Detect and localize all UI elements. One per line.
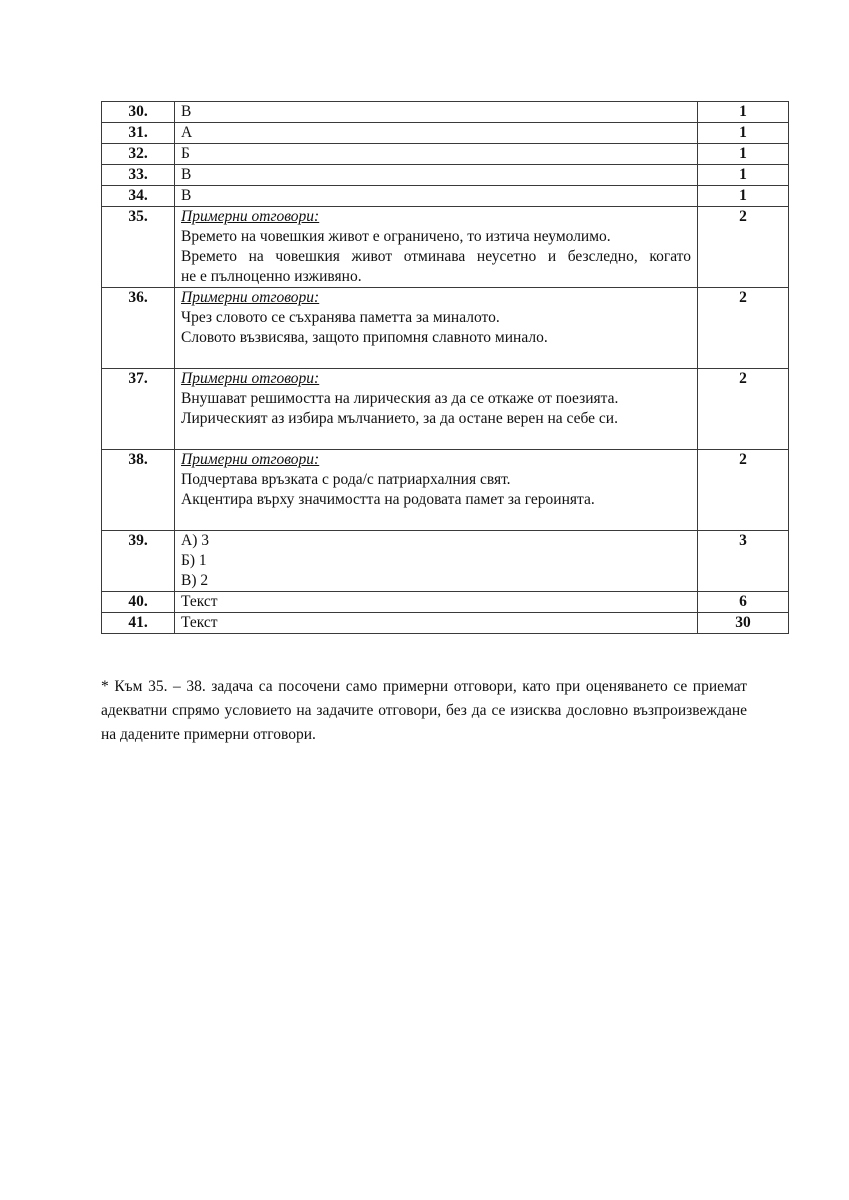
- answer-line: Чрез словото се съхранява паметта за миналото.: [181, 309, 500, 326]
- answer-line: Подчертава връзката с рода/с патриархалния свят.: [181, 471, 511, 488]
- table-row: [102, 369, 789, 450]
- answer-cell: В: [175, 165, 698, 186]
- points-cell: 2: [698, 288, 789, 369]
- question-number: 33.: [102, 165, 175, 186]
- points-cell: 2: [698, 207, 789, 288]
- answer-cell: Б: [175, 144, 698, 165]
- answer-cell: [175, 450, 698, 531]
- answer-line: В) 2: [181, 572, 209, 589]
- question-number: 37.: [102, 369, 175, 450]
- question-number: 39.: [102, 531, 175, 592]
- points-cell: 2: [698, 369, 789, 450]
- table-row: [102, 144, 789, 165]
- answer-cell: А: [175, 123, 698, 144]
- table-row: [102, 592, 789, 613]
- footnote: * Към 35. – 38. задача са посочени само примерни отговори, като при оценяването се приемат адекватни спрямо условието на задачите отговори, без да се изисква дословно възпроизвеждане на дадените примерни отговори.: [101, 677, 747, 743]
- points-cell: 6: [698, 592, 789, 613]
- question-number: 40.: [102, 592, 175, 613]
- question-number: 35.: [102, 207, 175, 288]
- sample-answers-label: Примерни отговори:: [181, 208, 320, 225]
- table-row: [102, 207, 789, 288]
- table-row: [102, 288, 789, 369]
- answer-cell: Текст: [175, 613, 698, 634]
- answer-line: Словото възвисява, защото припомня славното минало.: [181, 329, 548, 346]
- answer-line: А) 3: [181, 532, 209, 549]
- answer-cell: [175, 369, 698, 450]
- table-row: [102, 531, 789, 592]
- points-cell: 1: [698, 144, 789, 165]
- answer-cell: [175, 207, 698, 288]
- question-number: 36.: [102, 288, 175, 369]
- points-cell: 1: [698, 123, 789, 144]
- question-number: 41.: [102, 613, 175, 634]
- points-cell: 1: [698, 165, 789, 186]
- answer-line: не е пълноценно изживяно.: [181, 268, 362, 285]
- answer-cell: [175, 531, 698, 592]
- points-cell: 1: [698, 102, 789, 123]
- sample-answers-label: Примерни отговори:: [181, 370, 320, 387]
- sample-answers-label: Примерни отговори:: [181, 289, 320, 306]
- answer-cell: Текст: [175, 592, 698, 613]
- points-cell: 1: [698, 186, 789, 207]
- question-number: 32.: [102, 144, 175, 165]
- table-row: [102, 102, 789, 123]
- question-number: 30.: [102, 102, 175, 123]
- question-number: 34.: [102, 186, 175, 207]
- answer-line: Внушават решимостта на лирическия аз да се откаже от поезията.: [181, 390, 619, 407]
- table-row: [102, 165, 789, 186]
- question-number: 38.: [102, 450, 175, 531]
- table-row: [102, 123, 789, 144]
- answer-cell: [175, 288, 698, 369]
- answer-cell: В: [175, 186, 698, 207]
- question-number: 31.: [102, 123, 175, 144]
- table-row: [102, 613, 789, 634]
- answer-cell: В: [175, 102, 698, 123]
- table-row: [102, 450, 789, 531]
- answer-line: Б) 1: [181, 552, 207, 569]
- points-cell: 2: [698, 450, 789, 531]
- sample-answers-label: Примерни отговори:: [181, 451, 320, 468]
- answer-key-table: [101, 101, 789, 634]
- table-row: [102, 186, 789, 207]
- answer-line: Времето на човешкия живот е ограничено, то изтича неумолимо.: [181, 228, 611, 245]
- points-cell: 3: [698, 531, 789, 592]
- answer-line: Акцентира върху значимостта на родовата памет за героинята.: [181, 491, 595, 508]
- points-cell: 30: [698, 613, 789, 634]
- answer-line: Лирическият аз избира мълчанието, за да остане верен на себе си.: [181, 410, 618, 427]
- answer-line: Времето на човешкия живот отминава неусетно и безследно, когато: [181, 248, 691, 265]
